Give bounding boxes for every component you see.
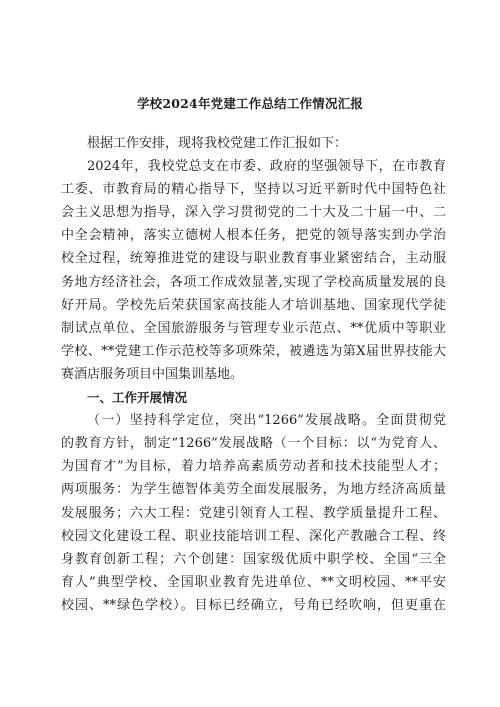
paragraph-line: 发展服务；六大工程：党建引领育人工程、教学质量提升工程、 (61, 505, 446, 521)
section-heading: 一、工作开展情况 (87, 390, 188, 406)
paragraph-line: 两项服务：为学生德智体美劳全面发展服务，为地方经济高质量 (61, 482, 446, 498)
paragraph-line: 校园文化建设工程、职业技能培训工程、深化产教融合工程、终 (61, 528, 446, 544)
paragraph-line: 中全会精神，落实立德树人根本任务，把党的领导落实到办学治 (61, 228, 446, 244)
paragraph-line: （一）坚持科学定位，突出“1266”发展战略。全面贯彻党 (87, 413, 446, 429)
paragraph-line: 育人”典型学校、全国职业教育先进单位、**文明校园、**平安 (61, 574, 446, 590)
document-title: 学校2024年党建工作总结工作情况汇报 (136, 96, 364, 111)
paragraph-line: 会主义思想为指导，深入学习贯彻党的二十大及二十届一中、二 (61, 205, 446, 221)
paragraph-line: 制试点单位、全国旅游服务与管理专业示范点、**优质中等职业 (61, 320, 446, 336)
paragraph-line: 工委、市教育局的精心指导下，坚持以习近平新时代中国特色社 (61, 182, 446, 198)
paragraph-line: 校全过程，统筹推进党的建设与职业教育事业紧密结合，主动服 (61, 251, 446, 267)
paragraph-line: 赛酒店服务项目中国集训基地。 (61, 366, 244, 382)
paragraph-line: 务地方经济社会，各项工作成效显著,实现了学校高质量发展的良 (61, 274, 446, 290)
paragraph-line: 身教育创新工程；六个创建：国家级优质中职学校、全国“三全 (61, 551, 446, 567)
paragraph-line: 好开局。学校先后荣获国家高技能人才培训基地、国家现代学徒 (61, 297, 446, 313)
document-body (61, 132, 446, 617)
paragraph-line: 校园、**绿色学校）。目标已经确立，号角已经吹响，但更重在 (61, 597, 446, 613)
paragraph-line: 为国育才”为目标，着力培养高素质劳动者和技术技能型人才； (61, 459, 446, 475)
paragraph-line: 2024年，我校党总支在市委、政府的坚强领导下，在市教育 (87, 159, 446, 175)
intro-line: 根据工作安排，现将我校党建工作汇报如下： (87, 136, 348, 151)
paragraph-line: 学校、**党建工作示范校等多项殊荣，被遴选为第X届世界技能大 (61, 343, 446, 359)
paragraph-line: 的教育方针，制定“1266”发展战略（一个目标：以“为党育人、 (61, 436, 446, 452)
